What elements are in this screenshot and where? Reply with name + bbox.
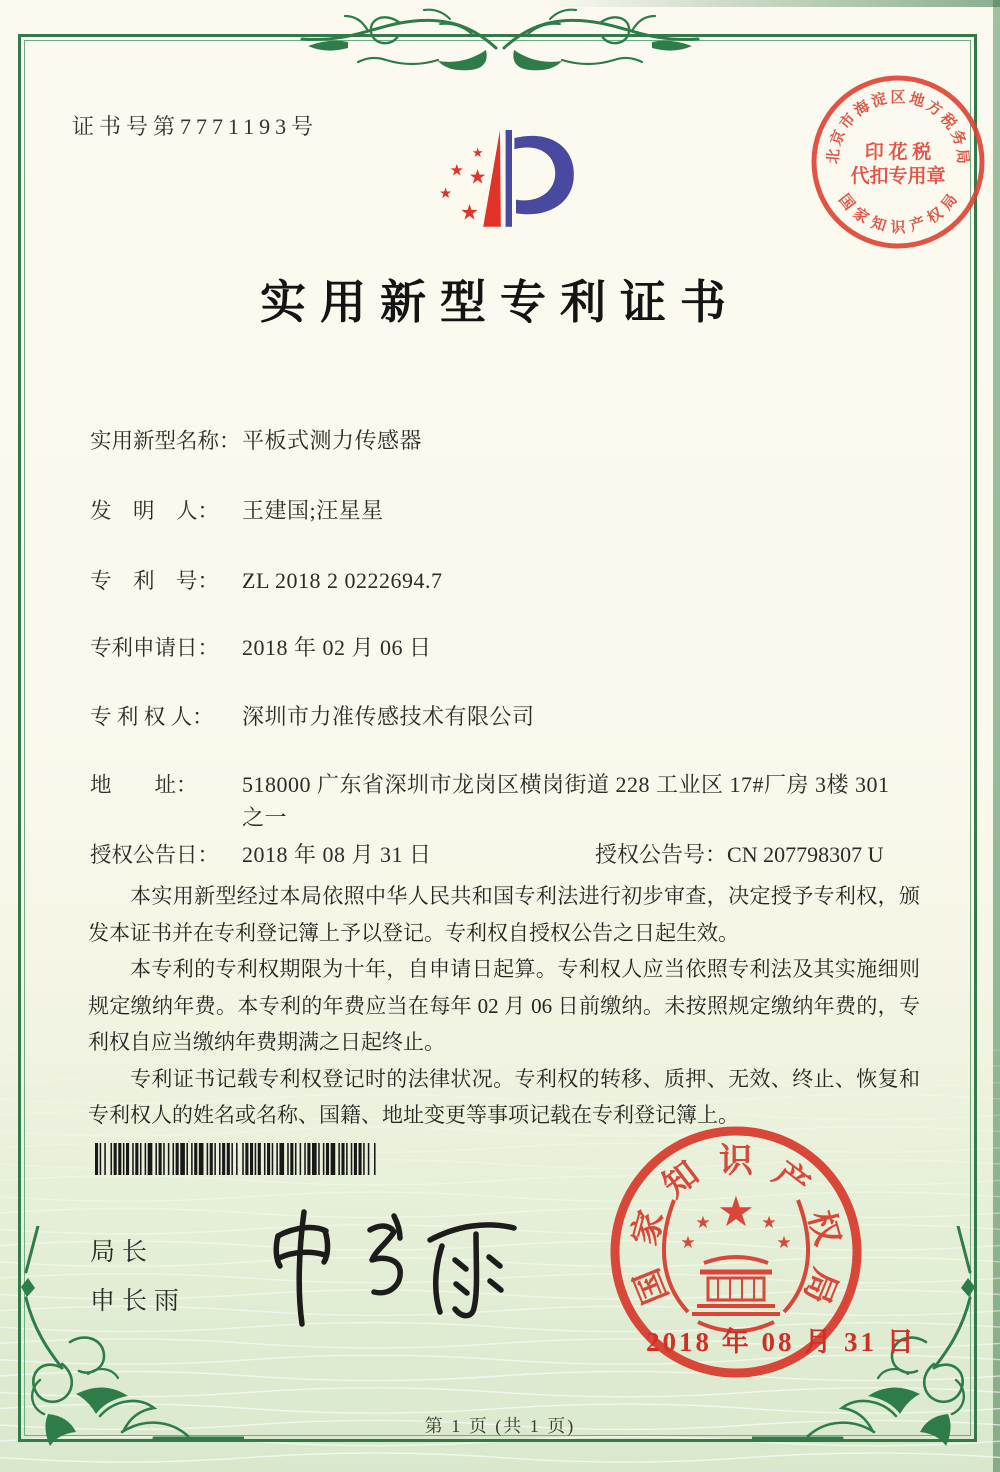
field-label: 发 明 人：	[90, 499, 220, 523]
field-grant-number	[595, 838, 883, 869]
tax-stamp-line2: 代扣专用章	[850, 166, 946, 187]
svg-text:方: 方	[923, 98, 945, 120]
field-utility-name	[90, 424, 924, 457]
svg-text:海: 海	[851, 98, 873, 120]
cnipa-logo	[420, 110, 596, 246]
field-label: 授权公告号：	[595, 842, 728, 867]
field-label: 地 址：	[90, 773, 198, 797]
page-number: 第 1 页 (共 1 页)	[424, 1416, 576, 1436]
svg-text:识: 识	[890, 220, 906, 236]
field-list	[90, 424, 924, 894]
legal-text	[88, 878, 920, 1134]
svg-text:局: 局	[796, 1263, 844, 1309]
field-value: 2018 年 02 月 06 日	[242, 635, 432, 660]
svg-text:淀: 淀	[869, 90, 889, 111]
field-patent-number	[90, 564, 924, 597]
svg-text:市: 市	[837, 110, 860, 133]
top-border-ornament	[300, 2, 700, 82]
field-value: 2018 年 08 月 31 日	[242, 842, 432, 867]
field-value: 518000 广东省深圳市龙岗区横岗街道 228 工业区 17#厂房 3楼 301 之一	[242, 772, 890, 830]
field-label: 专 利 权 人：	[90, 705, 214, 729]
barcode	[95, 1143, 377, 1175]
svg-text:家: 家	[849, 205, 872, 228]
director-title: 局长	[90, 1239, 155, 1266]
svg-text:★: ★	[776, 1233, 792, 1252]
svg-text:务: 务	[947, 128, 968, 148]
svg-text:京: 京	[828, 128, 849, 148]
seal-date: 2018 年 08 月 31 日	[646, 1327, 917, 1357]
svg-text:★: ★	[468, 166, 487, 189]
field-value: CN 207798307 U	[727, 842, 884, 867]
svg-text:产: 产	[908, 215, 928, 235]
signature-handwriting	[252, 1198, 542, 1333]
svg-text:局: 局	[953, 148, 971, 165]
svg-text:国: 国	[628, 1263, 676, 1309]
paragraph-grant: 本实用新型经过本局依照中华人民共和国专利法进行初步审查，决定授予专利权，颁发本证书并在专利登记簿上予以登记。专利权自授权公告之日起生效。	[88, 884, 920, 945]
svg-text:局: 局	[939, 191, 961, 214]
svg-text:税: 税	[936, 110, 959, 133]
field-label: 专 利 号：	[90, 569, 220, 593]
svg-text:北: 北	[825, 148, 843, 165]
svg-text:国: 国	[835, 191, 857, 214]
certificate-title: 实用新型专利证书	[260, 277, 740, 328]
field-label: 专利申请日：	[90, 636, 220, 660]
svg-text:家: 家	[626, 1206, 672, 1250]
field-filing-date	[90, 631, 924, 664]
svg-text:权: 权	[800, 1206, 846, 1250]
certificate-number: 证书号第7771193号	[72, 114, 319, 139]
svg-text:★: ★	[695, 1213, 711, 1232]
svg-text:★: ★	[439, 186, 453, 202]
scan-edge-right	[993, 0, 1000, 1472]
field-value: 深圳市力准传感技术有限公司	[242, 704, 535, 729]
field-address	[90, 768, 924, 834]
paragraph-term: 本专利的专利权期限为十年，自申请日起算。专利权人应当依照专利法及其实施细则规定缴纳年费。本专利的年费应当在每年 02 月 06 日前缴纳。未按照规定缴纳年费的，专利权自应当缴纳年费期满之日起终止。	[88, 957, 920, 1054]
svg-text:产: 产	[766, 1155, 816, 1206]
field-label: 实用新型名称：	[90, 429, 241, 453]
national-emblem	[664, 1190, 808, 1331]
svg-text:识: 识	[719, 1143, 753, 1180]
svg-text:区: 区	[890, 90, 906, 106]
svg-text:★: ★	[680, 1233, 696, 1252]
paragraph-register: 专利证书记载专利权登记时的法律状况。专利权的转移、质押、无效、终止、恢复和专利权人的姓名或名称、国籍、地址变更等事项记载在专利登记簿上。	[88, 1066, 920, 1127]
svg-text:知: 知	[656, 1155, 706, 1206]
field-patentee	[90, 700, 924, 733]
svg-text:地: 地	[907, 90, 927, 111]
svg-text:权: 权	[924, 205, 947, 228]
field-value: 平板式测力传感器	[242, 428, 423, 453]
field-value: 王建国;汪星星	[242, 498, 384, 523]
svg-text:★: ★	[761, 1213, 777, 1232]
svg-text:★: ★	[471, 146, 484, 161]
svg-text:★: ★	[717, 1190, 755, 1236]
svg-text:★: ★	[459, 200, 480, 225]
svg-text:★: ★	[449, 162, 464, 180]
director-name: 申长雨	[90, 1288, 187, 1315]
svg-text:知: 知	[868, 215, 888, 235]
tax-stamp	[806, 66, 990, 256]
field-value: ZL 2018 2 0222694.7	[242, 568, 443, 593]
field-inventor	[90, 494, 924, 527]
tax-stamp-line1: 印 花 税	[864, 142, 932, 163]
field-label: 授权公告日：	[90, 843, 220, 867]
field-grant-date	[90, 838, 924, 871]
